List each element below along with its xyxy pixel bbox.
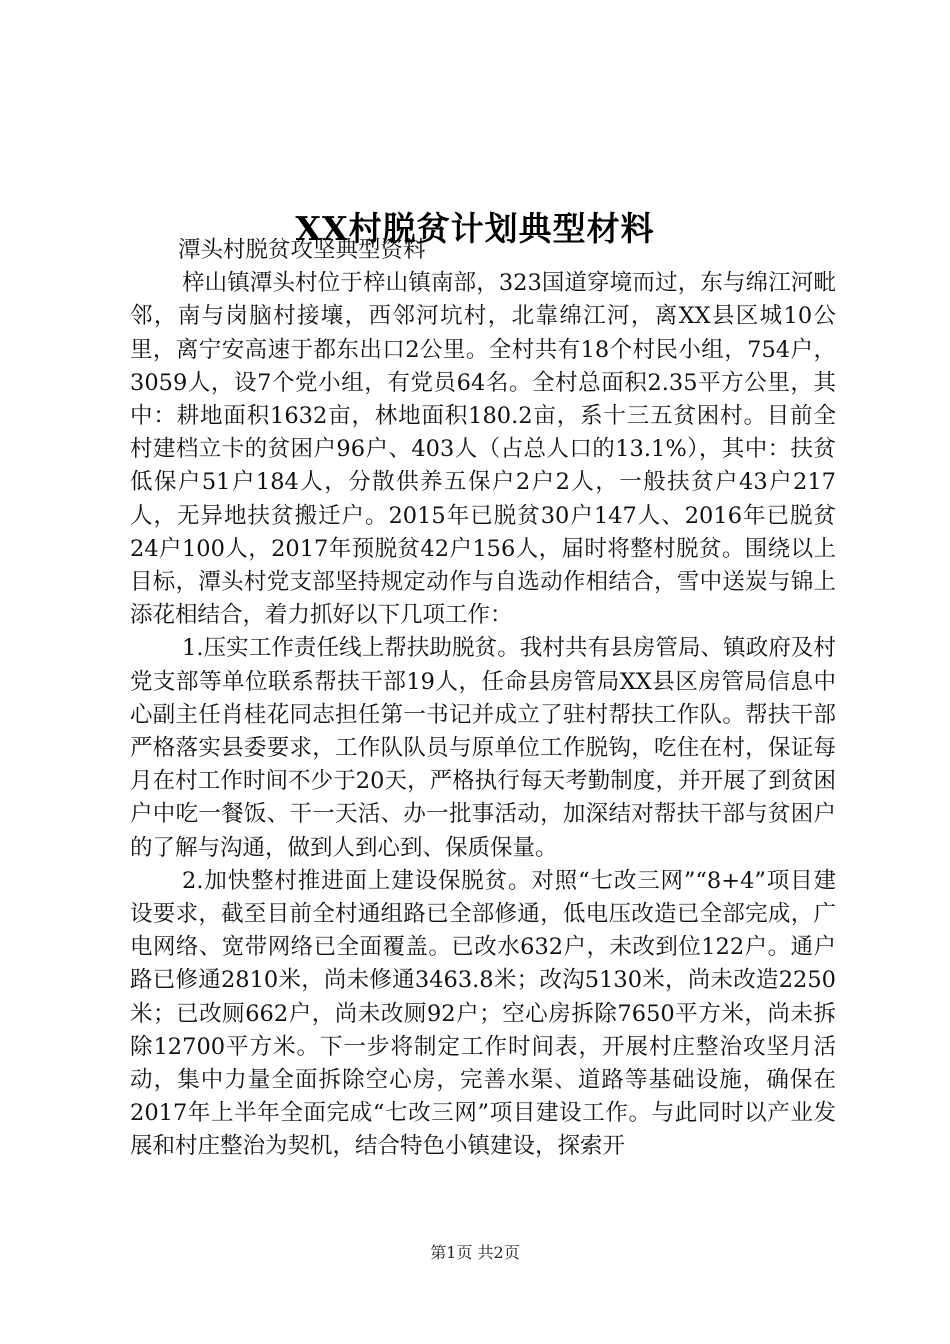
paragraph-item-1: 1.压实工作责任线上帮扶助脱贫。我村共有县房管局、镇政府及村党支部等单位联系帮扶干部19人，任命县房管局XX县区房管局信息中心副主任肖桂花同志担任第一书记并成立了驻村帮扶工作队。帮扶干部严格落实县委要求，工作队队员与原单位工作脱钩，吃住在村，保证每月在村工作时间不少于20天，严格执行每天考勤制度，并开展了到贫困户中吃一餐饭、干一天活、办一批事活动，加深结对帮扶干部与贫困户的了解与沟通，做到人到心到、保质保量。 — [130, 635, 836, 861]
paragraph-intro: 梓山镇潭头村位于梓山镇南部，323国道穿境而过，东与绵江河毗邻，南与岗脑村接壤，西邻河坑村，北靠绵江河，离XX县区城10公里，离宁安高速于都东出口2公里。全村共有18个村民小组，754户，3059人，设7个党小组，有党员64名。全村总面积2.35平方公里，其中：耕地面积1632亩，林地面积180.2亩，系十三五贫困村。目前全村建档立卡的贫困户96户、403人（占总人口的13.1%），其中：扶贫低保户51户184人，分散供养五保户2户2人，一般扶贫户43户217人，无异地扶贫搬迁户。2015年已脱贫30户147人、2016年已脱贫24户100人，2017年预脱贫42户156人，届时将整村脱贫。围绕以上目标，潭头村党支部坚持规定动作与自选动作相结合，雪中送炭与锦上添花相结合，着力抓好以下几项工作： — [130, 270, 836, 629]
paragraph-item-2: 2.加快整村推进面上建设保脱贫。对照“七改三网”“8+4”项目建设要求，截至目前全村通组路已全部修通，低电压改造已全部完成，广电网络、宽带网络已全面覆盖。已改水632户，未改到位122户。通户路已修通2810米，尚未修通3463.8米；改沟5130米，尚未改造2250米；已改厕662户，尚未改厕92户；空心房拆除7650平方米，尚未拆除12700平方米。下一步将制定工作时间表，开展村庄整治攻坚月活动，集中力量全面拆除空心房，完善水渠、道路等基础设施，确保在2017年上半年全面完成“七改三网”项目建设工作。与此同时以产业发展和村庄整治为契机，结合特色小镇建设，探索开 — [130, 867, 836, 1160]
document-subtitle: 潭头村脱贫攻坚典型资料 — [178, 237, 426, 263]
page-number-footer: 第1页 共2页 — [430, 1243, 520, 1262]
document-body — [130, 234, 836, 1164]
document-title: XX村脱贫计划典型材料 — [295, 209, 655, 249]
